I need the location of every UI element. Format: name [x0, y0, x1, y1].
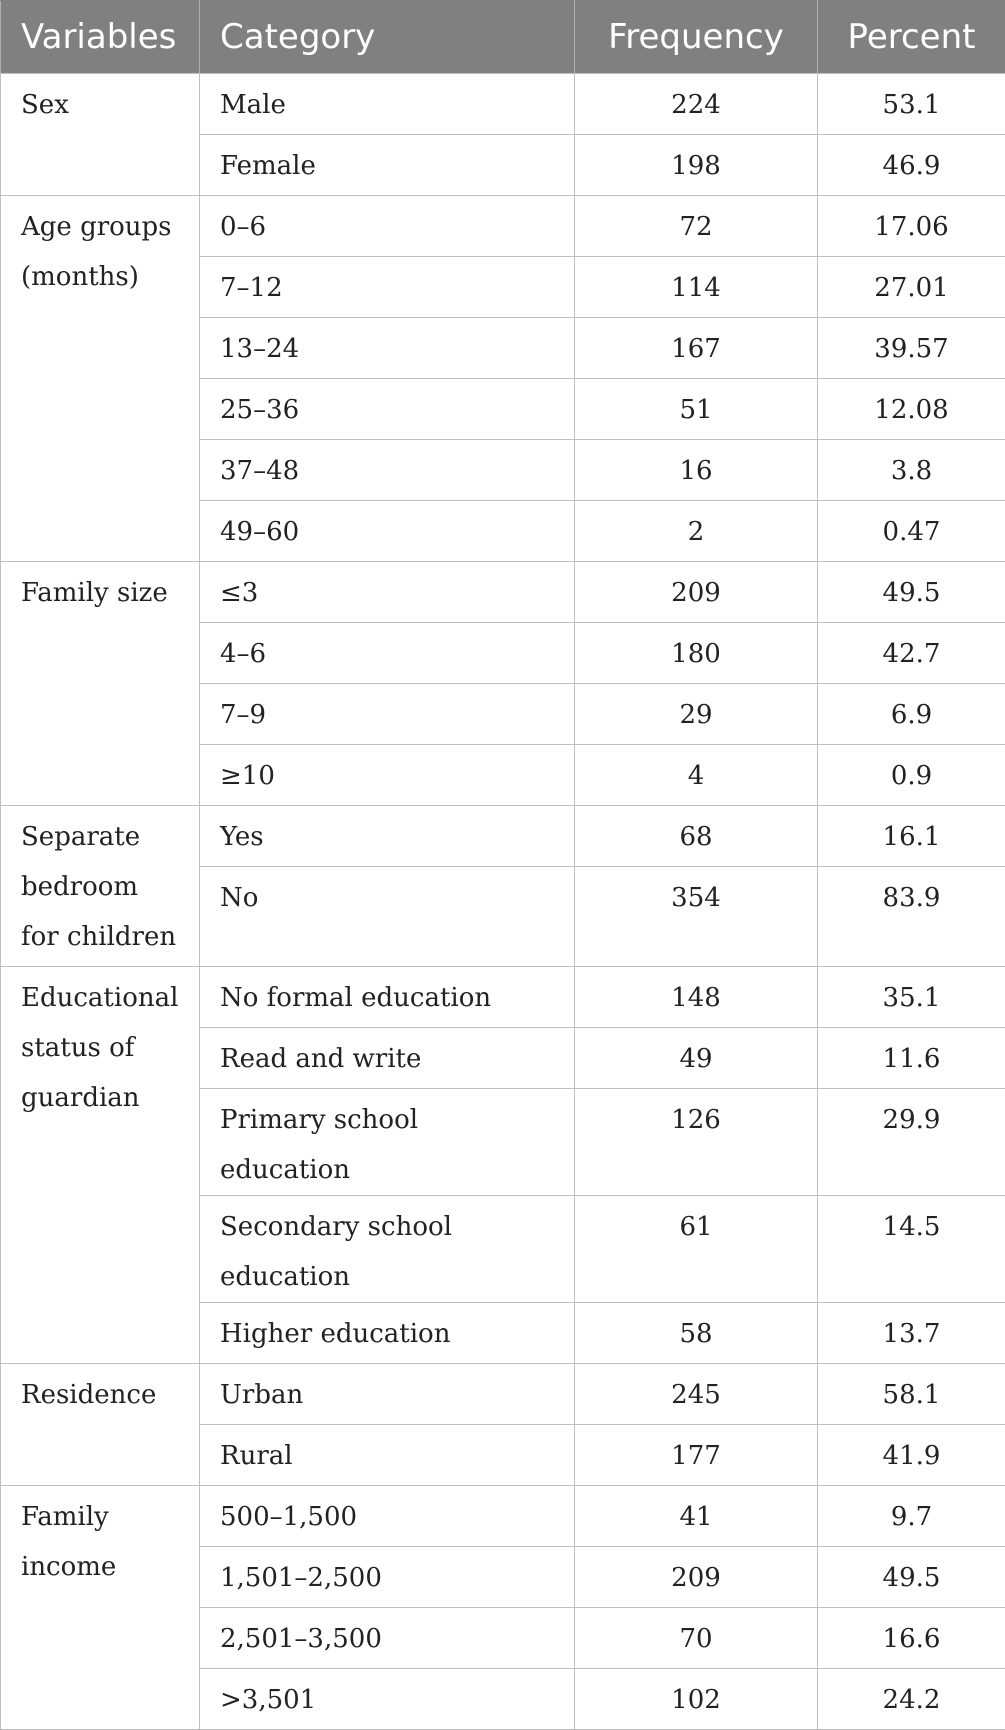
category-cell: No — [200, 867, 575, 967]
variable-cell: Family size — [1, 562, 200, 806]
percent-cell: 35.1 — [818, 967, 1005, 1028]
variable-cell: Sex — [1, 74, 200, 196]
frequency-cell: 224 — [575, 74, 818, 135]
category-cell: >3,501 — [200, 1669, 575, 1730]
category-cell: 13–24 — [200, 318, 575, 379]
frequency-cell: 354 — [575, 867, 818, 967]
category-cell: Secondary school education — [200, 1196, 575, 1303]
table-row — [1, 967, 1005, 1028]
frequency-cell: 126 — [575, 1089, 818, 1196]
category-cell: 4–6 — [200, 623, 575, 684]
percent-cell: 24.2 — [818, 1669, 1005, 1730]
table-row — [1, 74, 1005, 135]
frequency-cell: 51 — [575, 379, 818, 440]
percent-cell: 49.5 — [818, 1547, 1005, 1608]
percent-cell: 6.9 — [818, 684, 1005, 745]
table-row — [1, 196, 1005, 257]
variable-cell: Educational status of guardian — [1, 967, 200, 1364]
table-header-row — [1, 1, 1005, 74]
category-cell: Male — [200, 74, 575, 135]
frequency-cell: 58 — [575, 1303, 818, 1364]
category-cell: 7–12 — [200, 257, 575, 318]
category-cell: 25–36 — [200, 379, 575, 440]
percent-cell: 41.9 — [818, 1425, 1005, 1486]
frequency-cell: 198 — [575, 135, 818, 196]
percent-cell: 58.1 — [818, 1364, 1005, 1425]
frequency-cell: 29 — [575, 684, 818, 745]
frequency-cell: 49 — [575, 1028, 818, 1089]
frequency-cell: 148 — [575, 967, 818, 1028]
percent-cell: 0.47 — [818, 501, 1005, 562]
frequency-cell: 114 — [575, 257, 818, 318]
percent-cell: 27.01 — [818, 257, 1005, 318]
frequency-cell: 68 — [575, 806, 818, 867]
percent-cell: 16.6 — [818, 1608, 1005, 1669]
frequency-cell: 61 — [575, 1196, 818, 1303]
table-row — [1, 562, 1005, 623]
category-cell: Read and write — [200, 1028, 575, 1089]
percent-cell: 53.1 — [818, 74, 1005, 135]
frequency-cell: 41 — [575, 1486, 818, 1547]
variable-cell: Residence — [1, 1364, 200, 1486]
frequency-cell: 177 — [575, 1425, 818, 1486]
category-cell: ≥10 — [200, 745, 575, 806]
percent-cell: 49.5 — [818, 562, 1005, 623]
percent-cell: 46.9 — [818, 135, 1005, 196]
percent-cell: 83.9 — [818, 867, 1005, 967]
frequency-cell: 70 — [575, 1608, 818, 1669]
category-cell: 1,501–2,500 — [200, 1547, 575, 1608]
column-header-category: Category — [200, 1, 575, 74]
category-cell: Yes — [200, 806, 575, 867]
category-cell: 0–6 — [200, 196, 575, 257]
frequency-cell: 2 — [575, 501, 818, 562]
percent-cell: 3.8 — [818, 440, 1005, 501]
frequency-cell: 4 — [575, 745, 818, 806]
percent-cell: 13.7 — [818, 1303, 1005, 1364]
frequency-cell: 245 — [575, 1364, 818, 1425]
frequency-cell: 16 — [575, 440, 818, 501]
variable-cell: Family income — [1, 1486, 200, 1730]
table-row — [1, 806, 1005, 867]
category-cell: No formal education — [200, 967, 575, 1028]
category-cell: Rural — [200, 1425, 575, 1486]
percent-cell: 17.06 — [818, 196, 1005, 257]
frequency-cell: 167 — [575, 318, 818, 379]
category-cell: 500–1,500 — [200, 1486, 575, 1547]
variable-cell: Separate bedroom for children — [1, 806, 200, 967]
category-cell: ≤3 — [200, 562, 575, 623]
category-cell: Higher education — [200, 1303, 575, 1364]
category-cell: Urban — [200, 1364, 575, 1425]
variable-cell: Age groups (months) — [1, 196, 200, 562]
category-cell: 49–60 — [200, 501, 575, 562]
percent-cell: 42.7 — [818, 623, 1005, 684]
frequency-cell: 102 — [575, 1669, 818, 1730]
percent-cell: 29.9 — [818, 1089, 1005, 1196]
table-body — [1, 74, 1005, 1730]
table-row — [1, 1486, 1005, 1547]
percent-cell: 0.9 — [818, 745, 1005, 806]
column-header-frequency: Frequency — [575, 1, 818, 74]
category-cell: Female — [200, 135, 575, 196]
percent-cell: 16.1 — [818, 806, 1005, 867]
table-row — [1, 1364, 1005, 1425]
column-header-percent: Percent — [818, 1, 1005, 74]
percent-cell: 14.5 — [818, 1196, 1005, 1303]
category-cell: 7–9 — [200, 684, 575, 745]
frequency-cell: 209 — [575, 1547, 818, 1608]
category-cell: 37–48 — [200, 440, 575, 501]
percent-cell: 9.7 — [818, 1486, 1005, 1547]
percent-cell: 12.08 — [818, 379, 1005, 440]
frequency-cell: 209 — [575, 562, 818, 623]
category-cell: 2,501–3,500 — [200, 1608, 575, 1669]
percent-cell: 11.6 — [818, 1028, 1005, 1089]
frequency-cell: 72 — [575, 196, 818, 257]
percent-cell: 39.57 — [818, 318, 1005, 379]
column-header-variables: Variables — [1, 1, 200, 74]
frequency-cell: 180 — [575, 623, 818, 684]
category-cell: Primary school education — [200, 1089, 575, 1196]
